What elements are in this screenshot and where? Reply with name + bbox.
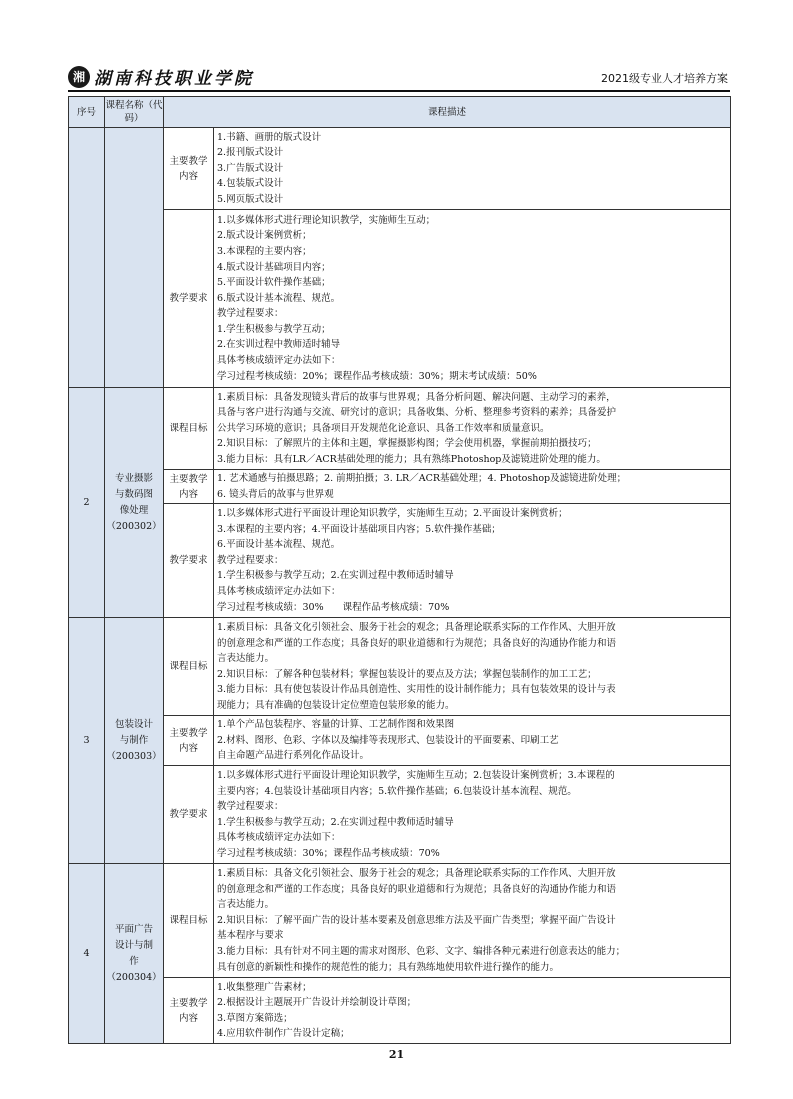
goal-label: 课程目标 — [164, 388, 214, 470]
req-label: 教学要求 — [164, 210, 214, 388]
content-label: 主要教学内容 — [164, 716, 214, 766]
course-table — [68, 96, 731, 1044]
content-label: 主要教学内容 — [164, 470, 214, 504]
content-cell: 1.书籍、画册的版式设计 2.报刊版式设计 3.广告版式设计 4.包装版式设计 5.网页版式设计 — [214, 128, 731, 210]
header-description: 课程描述 — [164, 97, 731, 128]
seq-cell: 4 — [69, 864, 105, 1044]
page-number: 21 — [388, 1048, 405, 1061]
table-row — [69, 618, 731, 716]
req-cell: 1.以多媒体形式进行理论知识教学，实施师生互动； 2.版式设计案例赏析； 3.本课程的主要内容； 4.版式设计基础项目内容； 5.平面设计软件操作基础； 6.版式设计基本流程、规范。 教学过程要求： 1.学生积极参与教学互动； 2.在实训过程中教师适时辅导 具体考核成绩评定办法如下： 学习过程考核成绩：20%；课程作品考核成绩：30%；期末考试成绩：50% — [214, 210, 731, 388]
table-row — [69, 766, 731, 864]
table-row — [69, 128, 731, 210]
seq-cell: 2 — [69, 388, 105, 618]
table-row — [69, 504, 731, 618]
table-row — [69, 210, 731, 388]
req-label: 教学要求 — [164, 766, 214, 864]
header-seq: 序号 — [69, 97, 105, 128]
course-name-cell: 专业摄影 与数码图 像处理 （200302） — [105, 388, 164, 618]
content-cell: 1.收集整理广告素材； 2.根据设计主题展开广告设计并绘制设计草图； 3.草图方案筛选； 4.应用软件制作广告设计定稿； — [214, 978, 731, 1044]
page-header — [68, 58, 730, 92]
course-name-cell — [105, 128, 164, 388]
req-label: 教学要求 — [164, 504, 214, 618]
content-label: 主要教学内容 — [164, 978, 214, 1044]
seq-cell — [69, 128, 105, 388]
header-course-name: 课程名称（代码） — [105, 97, 164, 128]
table-row — [69, 388, 731, 470]
school-logo — [68, 64, 254, 89]
table-row — [69, 716, 731, 766]
content-cell: 1. 艺术通感与拍摄思路；2. 前期拍摄；3. LR／ACR基础处理；4. Photoshop及滤镜进阶处理； 6. 镜头背后的故事与世界观 — [214, 470, 731, 504]
seq-cell: 3 — [69, 618, 105, 864]
goal-cell: 1.素质目标：具备文化引领社会、服务于社会的观念；具备理论联系实际的工作作风、大胆开放 的创意理念和严谨的工作态度；具备良好的职业道德和行为规范；具备良好的沟通协作能力和语 言表达能力。 2.知识目标：了解各种包装材料；掌握包装设计的要点及方法；掌握包装制作的加工工艺； 3.能力目标：具有使包装设计作品具创造性、实用性的设计制作能力；具有包装效果的设计与表 现能力；具有准确的包装设计定位塑造包装形象的能力。 — [214, 618, 731, 716]
content-label: 主要教学内容 — [164, 128, 214, 210]
goal-label: 课程目标 — [164, 618, 214, 716]
content-cell: 1.单个产品包装程序、容量的计算、工艺制作图和效果图 2.材料、图形、色彩、字体以及编排等表现形式、包装设计的平面要素、印刷工艺 自主命题产品进行系列化作品设计。 — [214, 716, 731, 766]
goal-label: 课程目标 — [164, 864, 214, 978]
course-name-cell: 平面广告 设计与制 作 （200304） — [105, 864, 164, 1044]
school-seal-icon: 湘 — [68, 66, 90, 88]
school-name: 湖南科技职业学院 — [94, 69, 254, 89]
table-header-row — [69, 97, 731, 128]
plan-title: 2021级专业人才培养方案 — [601, 72, 728, 85]
header-rule — [68, 90, 730, 92]
table-row — [69, 978, 731, 1044]
course-name-cell: 包装设计 与制作 （200303） — [105, 618, 164, 864]
req-cell: 1.以多媒体形式进行平面设计理论知识教学，实施师生互动；2.包装设计案例赏析；3.本课程的 主要内容；4.包装设计基础项目内容；5.软件操作基础；6.包装设计基本流程、规范。 教学过程要求： 1.学生积极参与教学互动；2.在实训过程中教师适时辅导 具体考核成绩评定办法如下： 学习过程考核成绩：30%；课程作品考核成绩：70% — [214, 766, 731, 864]
table-row — [69, 470, 731, 504]
goal-cell: 1.素质目标：具备发现镜头背后的故事与世界观；具备分析问题、解决问题、主动学习的素养， 具备与客户进行沟通与交流、研究讨的意识；具备收集、分析、整理参考资料的素养；具备爱护 公共学习环境的意识；具备项目开发规范化论意识、具备工作效率和质量意识。 2.知识目标：了解照片的主体和主题，掌握摄影构图；学会使用机器，掌握前期拍摄技巧； 3.能力目标：具有LR／ACR基础处理的能力；具有熟练Photoshop及滤镜进阶处理的能力。 — [214, 388, 731, 470]
goal-cell: 1.素质目标：具备文化引领社会、服务于社会的观念；具备理论联系实际的工作作风、大胆开放 的创意理念和严谨的工作态度；具备良好的职业道德和行为规范；具备良好的沟通协作能力和语 言表达能力。 2.知识目标：了解平面广告的设计基本要素及创意思维方法及平面广告类型；掌握平面广告设计 基本程序与要求 3.能力目标：具有针对不同主题的需求对图形、色彩、文字、编排各种元素进行创意表达的能力； 具有创意的新颖性和操作的规范性的能力；具有熟练地使用软件进行操作的能力。 — [214, 864, 731, 978]
req-cell: 1.以多媒体形式进行平面设计理论知识教学，实施师生互动；2.平面设计案例赏析； 3.本课程的主要内容；4.平面设计基础项目内容；5.软件操作基础； 6.平面设计基本流程、规范。 教学过程要求： 1.学生积极参与教学互动；2.在实训过程中教师适时辅导 具体考核成绩评定办法如下： 学习过程考核成绩：30% 课程作品考核成绩：70% — [214, 504, 731, 618]
table-row — [69, 864, 731, 978]
